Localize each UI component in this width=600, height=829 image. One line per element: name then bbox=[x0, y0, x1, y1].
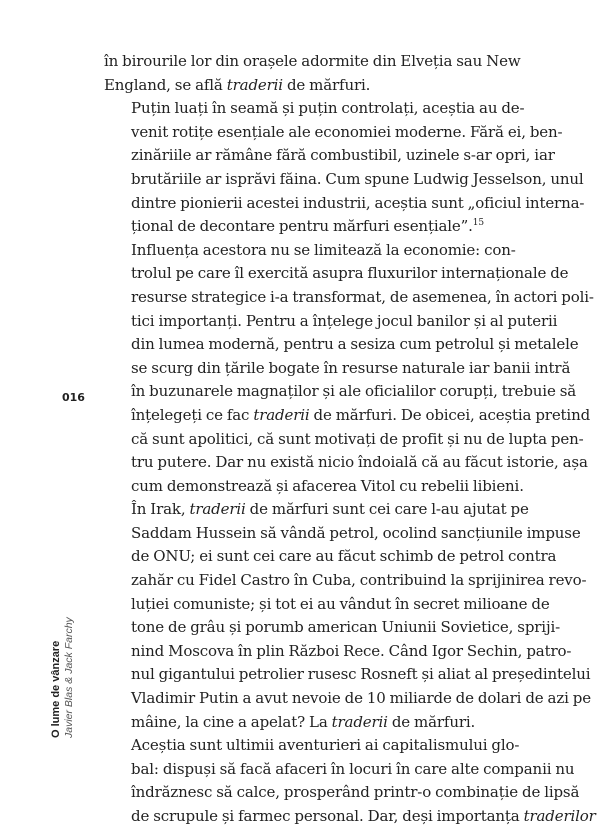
text-line: brutăriile ar isprăvi făina. Cum spune Ludwig Jesselson, unul bbox=[131, 169, 584, 188]
footnote-ref[interactable]: 15 bbox=[472, 218, 484, 229]
text-line: trolul pe care îl exercită asupra fluxurilor internaționale de bbox=[131, 264, 569, 283]
text-line: Puțin luați în seamă și puțin controlați, aceștia au de- bbox=[131, 99, 525, 118]
paragraph bbox=[104, 734, 596, 828]
italic-term: traderilor bbox=[523, 807, 596, 825]
text-line: din lumea modernă, pentru a sesiza cum petrolul și metalele bbox=[131, 335, 579, 354]
paragraph bbox=[104, 498, 591, 734]
text-line: cum demonstrează și afacerea Vitol cu rebelii libieni. bbox=[131, 476, 524, 495]
text-line: venit rotițe esențiale ale economiei moderne. Fără ei, ben- bbox=[131, 122, 563, 141]
text-line: tone de grâu și porumb american Uniunii Sovietice, spriji- bbox=[131, 618, 561, 637]
text-line: că sunt apolitici, că sunt motivați de profit și nu de lupta pen- bbox=[131, 429, 584, 448]
text-line: bal: dispuși să facă afaceri în locuri în care alte companii nu bbox=[131, 759, 575, 778]
text-line: îndrăznesc să calce, prosperând printr-o combinație de lipsă bbox=[131, 783, 580, 802]
text-line: în birourile lor din orașele adormite din Elveția sau New bbox=[104, 52, 521, 70]
paragraph bbox=[104, 50, 521, 97]
page-number: 016 bbox=[62, 391, 85, 404]
text-line: England, se află traderii de mărfuri. bbox=[104, 75, 371, 94]
italic-term: traderii bbox=[253, 405, 310, 424]
text-line: Vladimir Putin a avut nevoie de 10 miliarde de dolari de azi pe bbox=[131, 689, 591, 708]
italic-term: traderii bbox=[226, 75, 283, 94]
text-line: luției comuniste; și tot ei au vândut în secret milioane de bbox=[131, 594, 550, 613]
text-line: de scrupule și farmec personal. Dar, deși importanța traderilor bbox=[131, 807, 596, 825]
text-line: mâine, la cine a apelat? La traderii de mărfuri. bbox=[131, 712, 476, 731]
body-text bbox=[104, 50, 596, 829]
paragraph bbox=[104, 239, 594, 499]
text-line: Saddam Hussein să vândă petrol, ocolind sancțiunile impuse bbox=[131, 523, 581, 542]
text-line: tru putere. Dar nu există nicio îndoială că au făcut istorie, așa bbox=[131, 453, 588, 472]
text-line: nind Moscova în plin Război Rece. Când Igor Sechin, patro- bbox=[131, 641, 572, 660]
text-line: Aceștia sunt ultimii aventurieri ai capitalismului glo- bbox=[131, 736, 520, 755]
text-line: dintre pionierii acestei industrii, aceștia sunt „oficiul interna- bbox=[131, 193, 585, 212]
text-line: se scurg din țările bogate în resurse naturale iar banii intră bbox=[131, 358, 571, 377]
text-line: nul gigantului petrolier rusesc Rosneft și aliat al președintelui bbox=[131, 665, 591, 684]
italic-term: traderii bbox=[189, 500, 246, 519]
book-title: O lume de vânzare bbox=[50, 640, 62, 738]
text-line: În Irak, traderii de mărfuri sunt cei care l-au ajutat pe bbox=[131, 500, 529, 519]
paragraph bbox=[104, 97, 585, 239]
italic-term: traderii bbox=[331, 712, 388, 731]
text-line: de ONU; ei sunt cei care au făcut schimb de petrol contra bbox=[131, 547, 557, 566]
text-line: tici importanți. Pentru a înțelege jocul banilor și al puterii bbox=[131, 311, 558, 330]
text-line: în buzunarele magnaților și ale oficialilor corupți, trebuie să bbox=[131, 382, 577, 401]
text-line: înțelegeți ce fac traderii de mărfuri. De obicei, aceștia pretind bbox=[131, 405, 591, 424]
text-line: zinăriile ar rămâne fără combustibil, uzinele s-ar opri, iar bbox=[131, 146, 555, 165]
text-line: țional de decontare pentru mărfuri esențiale”.$^{15}$ bbox=[131, 217, 484, 236]
running-head bbox=[50, 578, 76, 738]
text-line: Influența acestora nu se limitează la economie: con- bbox=[131, 240, 516, 259]
text-line: resurse strategice i-a transformat, de asemenea, în actori poli- bbox=[131, 287, 594, 306]
book-authors: Javier Blas & Jack Farchy bbox=[63, 617, 75, 738]
text-line: zahăr cu Fidel Castro în Cuba, contribuind la sprijinirea revo- bbox=[131, 571, 587, 590]
